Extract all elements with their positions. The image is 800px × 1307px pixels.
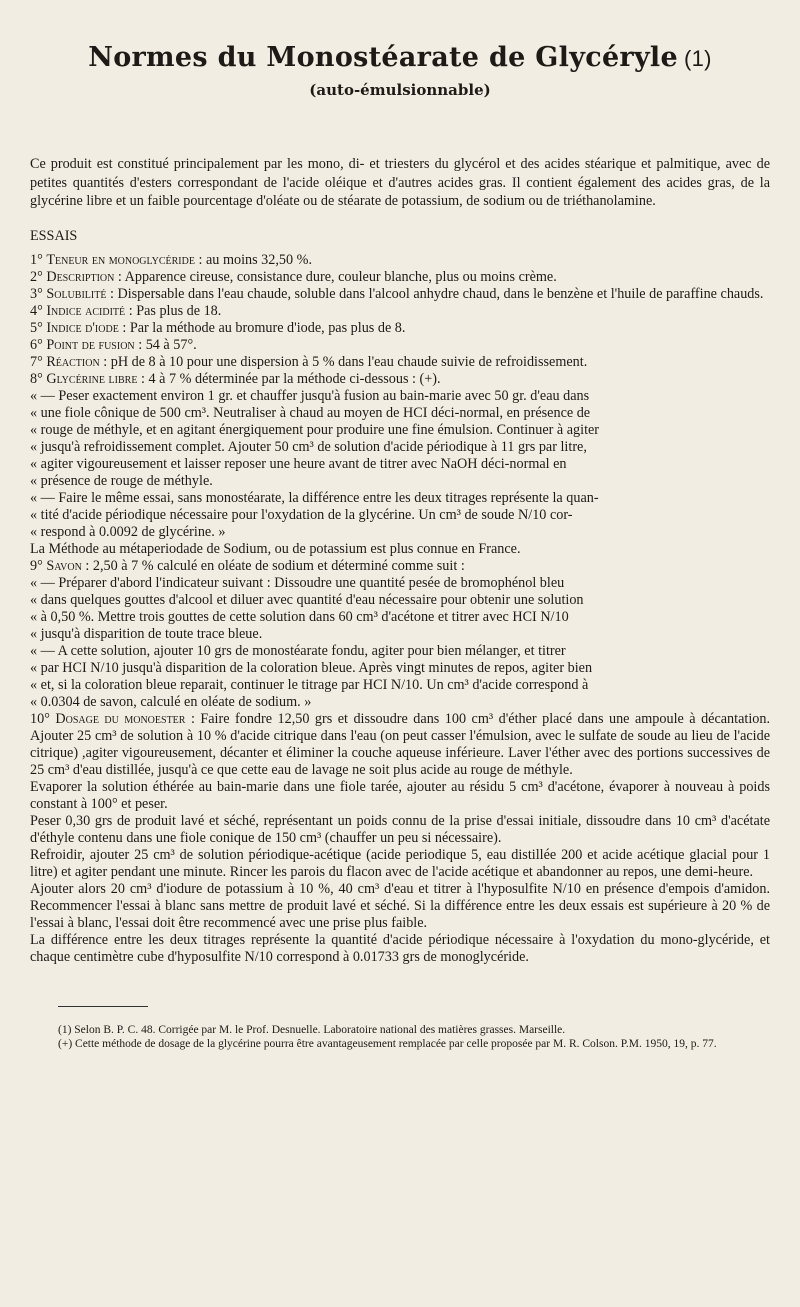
method-line: « et, si la coloration bleue reparait, continuer le titrage par HCI N/10. Un cm³ d'acide correspond à xyxy=(30,676,589,693)
method-line: « jusqu'à refroidissement complet. Ajouter 50 cm³ de solution d'acide périodique à 11 grs par litre, xyxy=(30,438,587,455)
method-line: « jusqu'à disparition de toute trace bleue. xyxy=(30,625,263,642)
essai-item-10: 10° Dosage du monoester : Faire fondre 12,50 grs et dissoudre dans 100 cm³ d'éther placé dans une ampoule à décantation. Ajouter 25 cm³ de solution à 10 % d'acide citrique dans l'eau (on peut casser l'émulsion, avec le sulfate de soude au lieu de l'acide citrique) ,agiter vigoureusement, décanter et éliminer la couche aqueuse inférieure. Laver l'éther avec des portions successives de 25 cm³ d'eau distillée, jusqu'à ce que cette eau de lavage ne soit plus acide au rouge de méthyle. xyxy=(30,710,771,778)
method-line: « — A cette solution, ajouter 10 grs de monostéarate fondu, agiter pour bien mélanger, et titrer xyxy=(30,642,566,659)
dosage-paragraph: La différence entre les deux titrages représente la quantité d'acide périodique nécessaire à l'oxydation du mono-glycéride, et chaque centimètre cube d'hyposulfite N/10 correspond à 0.01733 grs de monoglycéride. xyxy=(30,931,770,965)
method-line: « tité d'acide périodique nécessaire pour l'oxydation de la glycérine. Un cm³ de soude N/10 cor- xyxy=(30,506,573,523)
method-line: « une fiole cônique de 500 cm³. Neutraliser à chaud au moyen de HCI déci-normal, en présence de xyxy=(30,404,591,421)
method-line: « à 0,50 %. Mettre trois gouttes de cette solution dans 60 cm³ d'acétone et titrer avec HCI N/10 xyxy=(30,608,569,625)
title-footnote-marker: (1) xyxy=(683,46,712,71)
method-line: « 0.0304 de savon, calculé en oléate de sodium. » xyxy=(30,693,312,710)
footnote-1: (1) Selon B. P. C. 48. Corrigée par M. le Prof. Desnuelle. Laboratoire national des matières grasses. Marseille. xyxy=(58,1023,566,1036)
title-block xyxy=(30,0,770,99)
footnote-divider xyxy=(58,1006,148,1007)
method-line: « — Faire le même essai, sans monostéarate, la différence entre les deux titrages représente la quan- xyxy=(30,489,599,506)
footnotes xyxy=(30,1023,770,1051)
essais-heading: ESSAIS xyxy=(30,227,78,244)
method-line: « agiter vigoureusement et laisser reposer une heure avant de titrer avec NaOH déci-normal en xyxy=(30,455,567,472)
essai-item-4: 4° Indice acidité : Pas plus de 18. xyxy=(30,302,222,319)
page-subtitle: (auto-émulsionnable) xyxy=(309,81,491,99)
essai-item-8: 8° Glycérine libre : 4 à 7 % déterminée par la méthode ci-dessous : (+). xyxy=(30,370,441,387)
method-line: « — Préparer d'abord l'indicateur suivant : Dissoudre une quantité pesée de bromophénol bleu xyxy=(30,574,565,591)
essai-item-6: 6° Point de fusion : 54 à 57°. xyxy=(30,336,197,353)
dosage-paragraph: Refroidir, ajouter 25 cm³ de solution périodique-acétique (acide periodique 5, eau distillée 200 et acide acétique glacial pour 1 litre) et agiter pendant une minute. Rincer les parois du flacon avec de l'acide acétique et abandonner au repos, une demi-heure. xyxy=(30,846,770,880)
method-line: « dans quelques gouttes d'alcool et diluer avec quantité d'eau nécessaire pour obtenir une solution xyxy=(30,591,584,608)
method-line: « rouge de méthyle, et en agitant énergiquement pour produire une fine émulsion. Continuer à agiter xyxy=(30,421,600,438)
essai-item-1: 1° Teneur en monoglycéride : au moins 32,50 %. xyxy=(30,251,313,268)
method-line: « par HCI N/10 jusqu'à disparition de la coloration bleue. Après vingt minutes de repos, agiter bien xyxy=(30,659,593,676)
dosage-paragraph: Ajouter alors 20 cm³ d'iodure de potassium à 10 %, 40 cm³ d'eau et titrer à l'hyposulfite N/10 en présence d'empois d'amidon. Recommencer l'essai à blanc sans mettre de produit lavé et séché. Si la différence entre les deux essais est supérieure à 20 % de l'essai à blanc, l'essai doit être recommencé avec une prise plus faible. xyxy=(30,880,770,931)
essai-item-5: 5° Indice d'iode : Par la méthode au bromure d'iode, pas plus de 8. xyxy=(30,319,406,336)
dosage-paragraph: Evaporer la solution éthérée au bain-marie dans une fiole tarée, ajouter au résidu 5 cm³ d'acétone, évaporer à nouveau à poids constant à 100° et peser. xyxy=(30,778,770,812)
essai-item-7: 7° Réaction : pH de 8 à 10 pour une dispersion à 5 % dans l'eau chaude suivie de refroidissement. xyxy=(30,353,588,370)
method-line: « — Peser exactement environ 1 gr. et chauffer jusqu'à fusion au bain-marie avec 50 gr. d'eau dans xyxy=(30,387,590,404)
title-text: Normes du Monostéarate de Glycéryle xyxy=(88,42,678,73)
metaperiodate-note: La Méthode au métaperiodade de Sodium, ou de potassium est plus connue en France. xyxy=(30,540,521,557)
essai-item-9: 9° Savon : 2,50 à 7 % calculé en oléate de sodium et déterminé comme suit : xyxy=(30,557,465,574)
essai-item-3: 3° Solubilité : Dispersable dans l'eau chaude, soluble dans l'alcool anhydre chaud, dans le benzène et l'huile de paraffine chauds. xyxy=(30,285,764,302)
method-line: « présence de rouge de méthyle. xyxy=(30,472,213,489)
essai-item-2: 2° Description : Apparence cireuse, consistance dure, couleur blanche, plus ou moins crème. xyxy=(30,268,557,285)
essais-body xyxy=(30,252,770,966)
intro-paragraph: Ce produit est constitué principalement par les mono, di- et triesters du glycérol et des acides stéarique et palmitique, avec de petites quantités d'esters correspondant de l'acide oléique et d'autres acides gras. Il contient également des acides gras, de la glycérine libre et un faible pourcentage d'oléate ou de stéarate de potassium, de sodium ou de triéthanolamine. xyxy=(30,156,770,210)
method-line: « respond à 0.0092 de glycérine. » xyxy=(30,523,226,540)
dosage-paragraph: Peser 0,30 grs de produit lavé et séché, représentant un poids connu de la prise d'essai initiale, dissoudre dans 10 cm³ d'acétate d'éthyle contenu dans une fiole conique de 150 cm³ (chauffer un peu si nécessaire). xyxy=(30,812,770,846)
page-title xyxy=(30,42,770,73)
footnote-2: (+) Cette méthode de dosage de la glycérine pourra être avantageusement remplacée par celle proposée par M. R. Colson. P.M. 1950, 19, p. 77. xyxy=(58,1037,717,1050)
